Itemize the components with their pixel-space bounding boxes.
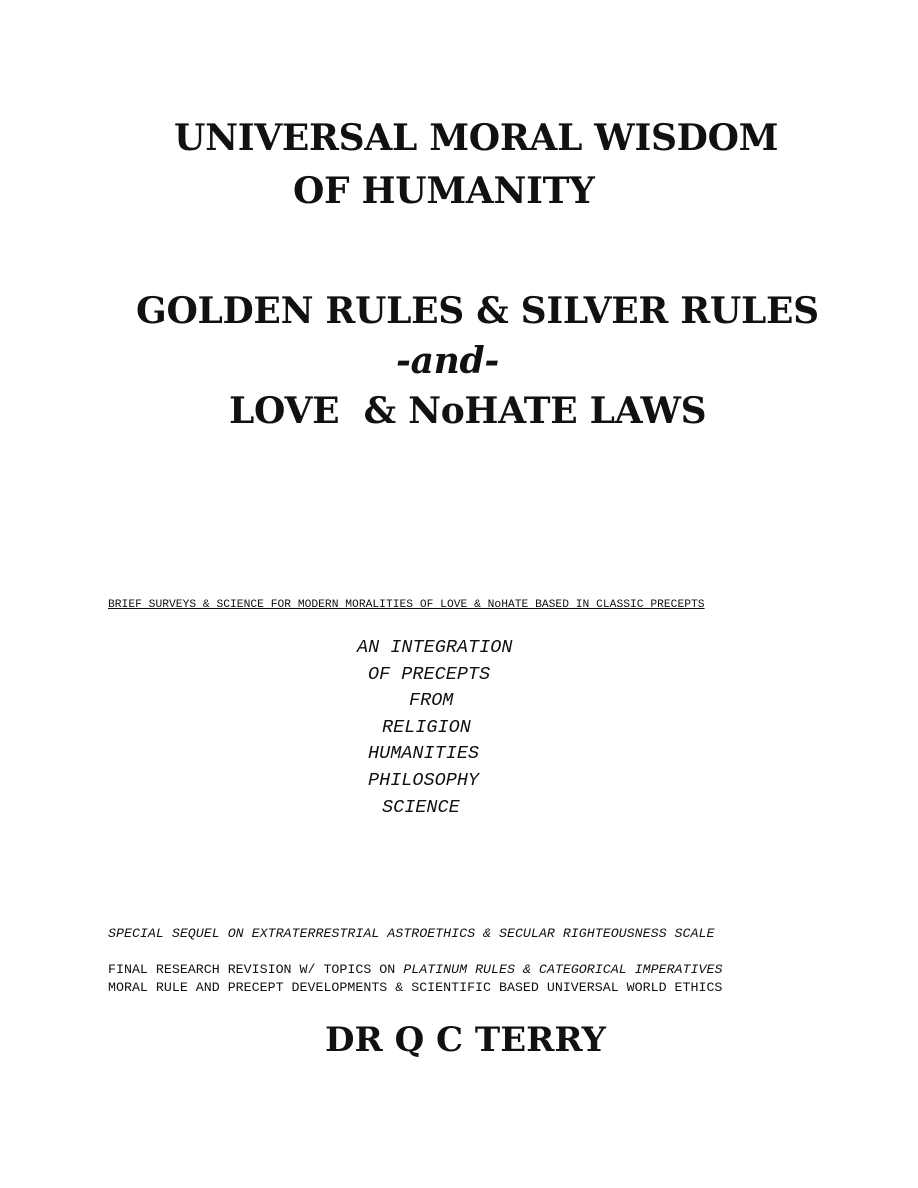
subtitle: BRIEF SURVEYS & SCIENCE FOR MODERN MORALITIES OF LOVE & NoHATE BASED IN CLASSIC PRECEPTS [108, 599, 705, 611]
integration-line-2: OF PRECEPTS [368, 664, 491, 685]
sequel-line: SPECIAL SEQUEL ON EXTRATERRESTRIAL ASTROETHICS & SECULAR RIGHTEOUSNESS SCALE [108, 926, 715, 941]
title-line-1: UNIVERSAL MORAL WISDOM [174, 117, 779, 159]
integration-line-4: RELIGION [382, 717, 471, 738]
revision-line-2: MORAL RULE AND PRECEPT DEVELOPMENTS & SCIENTIFIC BASED UNIVERSAL WORLD ETHICS [108, 980, 723, 995]
title-line-5: LOVE & NoHATE LAWS [229, 390, 707, 432]
integration-line-1: AN INTEGRATION [357, 637, 513, 658]
revision-italic: PLATINUM RULES & CATEGORICAL IMPERATIVES [403, 962, 723, 977]
title-line-3: GOLDEN RULES & SILVER RULES [136, 290, 819, 332]
integration-line-7: SCIENCE [382, 797, 460, 818]
integration-line-5: HUMANITIES [368, 743, 480, 764]
revision-prefix: FINAL RESEARCH REVISION W/ TOPICS ON [108, 962, 404, 977]
title-line-2: OF HUMANITY [293, 170, 595, 212]
integration-line-6: PHILOSOPHY [368, 770, 480, 791]
author: DR Q C TERRY [325, 1020, 606, 1060]
integration-line-3: FROM [409, 690, 454, 711]
title-line-4: -and- [396, 340, 500, 382]
revision-line-1 [108, 963, 722, 976]
